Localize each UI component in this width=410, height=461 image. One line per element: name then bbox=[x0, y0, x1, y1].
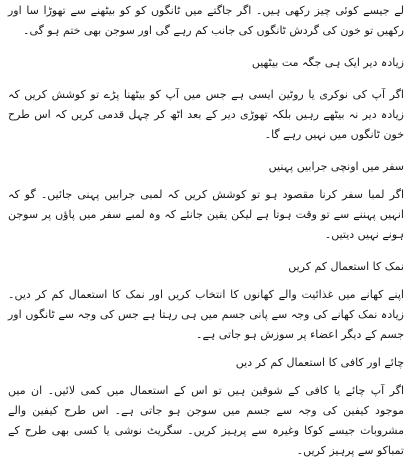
section-heading-sitting: زیادہ دیر ایک ہی جگہ مت بیٹھیں bbox=[251, 56, 404, 69]
article-paragraph-salt: اپنے کھانے میں غذائیت والے کھانوں کا انتخاب کریں اور نمک کا استعمال کم کر دیں۔ زیادہ نمک کھانے کی وجہ سے پانی جسم میں ہی رہتا ہے جس کی وجہ سے ٹانگوں اور جسم کے دیگر اعضاء پر سوزش ہو جاتی ہے۔ bbox=[8, 288, 404, 341]
article-paragraph-sitting: اگر آپ کی نوکری یا روٹین ایسی ہے جس میں آپ کو بیٹھنا پڑے تو کوشش کریں کہ زیادہ دیر نہ بیٹھے رہیں بلکہ تھوڑی دیر کے بعد اٹھ کر چہل قدمی کریں کہ اس طرح خون ٹانگوں میں نہیں رہے گا۔ bbox=[8, 88, 404, 141]
article-paragraph-intro: لے جیسے کوئی چیز رکھی ہیں۔ اگر جاگتے میں ٹانگوں کو کو بیٹھنے سے تھوڑا سا اور رکھیں تو خون کی گردش ٹانگوں کی جانب کم رہے گی اور سوجن بھی ختم ہو گی۔ bbox=[8, 4, 404, 37]
article-paragraph-stockings: اگر لمبا سفر کرنا مقصود ہو تو کوشش کریں کہ لمبی جرابیں پہنی جائیں۔ گو کہ انہیں پہننے سے تو وقت ہوتا ہے لیکن یقین جانئے کہ وہ لمبے سفر میں پاؤں پر سوجن ہونے نہیں دیتیں۔ bbox=[8, 188, 404, 241]
section-heading-salt: نمک کا استعمال کم کریں bbox=[288, 260, 404, 273]
article-page bbox=[0, 1, 410, 457]
article-paragraph-caffeine: اگر آپ چائے یا کافی کے شوقین ہیں تو اس کے استعمال میں کمی لائیں۔ ان میں موجود کیفین کی وجہ سے جسم میں سوجن ہو جاتی ہے۔ اس طرح کیفین والے مشروبات جیسے کوکا وغیرہ سے پرہیز کریں۔ سگریٹ نوشی یا کسی بھی طرح کے تمباکو سے پرہیز کریں۔ bbox=[8, 384, 404, 457]
section-heading-caffeine: چائے اور کافی کا استعمال کم کر دیں bbox=[235, 356, 404, 369]
section-heading-stockings: سفر میں اونچی جرابیں پہنیں bbox=[268, 160, 404, 173]
